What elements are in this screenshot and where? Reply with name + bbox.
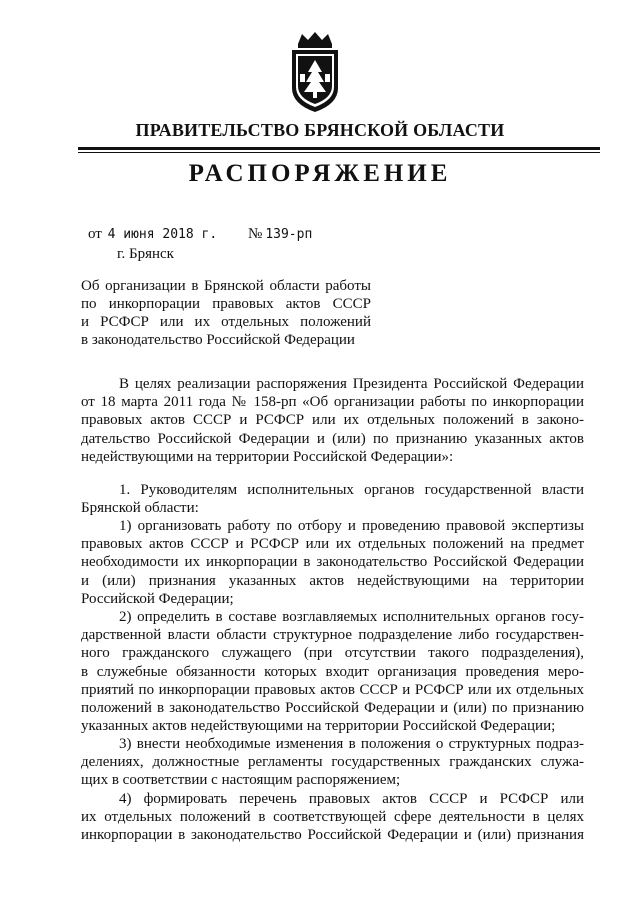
text-line: 4) формировать перечень правовых актов СССР и РСФСР или — [119, 791, 584, 807]
subject-line: и РСФСР или их отдельных положений — [81, 314, 371, 330]
text-line: их отдельных положений в соответствующей сфере деятельности в целях — [81, 809, 584, 826]
coat-of-arms-icon — [284, 30, 346, 114]
subitem-2-paragraph — [81, 608, 584, 735]
text-line: в служебные обязанности которых входит организация проведения меро- — [81, 663, 584, 680]
text-line: необходимости их инкорпорации в законодательство Российской Федерации — [81, 554, 584, 571]
number-label: № — [248, 226, 263, 242]
text-line: Российской Федерации; — [81, 590, 234, 607]
text-line: правовых актов СССР и РСФСР или их отдельных положений на предмет — [81, 536, 584, 553]
text-line: приятий по инкорпорации правовых актов СССР и РСФСР или их отдельных — [81, 681, 584, 698]
text-line: В целях реализации распоряжения Президента Российской Федерации — [119, 376, 584, 392]
preamble-paragraph — [81, 375, 584, 466]
city: г. Брянск — [117, 246, 174, 262]
item-1-paragraph — [81, 481, 584, 517]
date-line — [88, 226, 217, 243]
subitem-1-paragraph — [81, 517, 584, 608]
text-line: правовых актов СССР и РСФСР или их отдельных положений в законо- — [81, 412, 584, 429]
text-line: 2) определить в составе возглавляемых исполнительных органов госу- — [119, 609, 584, 625]
text-line: 3) внести необходимые изменения в положения о структурных подраз- — [119, 736, 584, 752]
header-rule-thin — [78, 152, 600, 153]
text-line: Брянской области: — [81, 500, 199, 517]
text-line: дарственной власти области структурное подразделение либо государствен- — [81, 627, 584, 644]
text-line: от 18 марта 2011 года № 158-рп «Об организации работы по инкорпорации — [81, 394, 584, 411]
text-line: щих в соответствии с настоящим распоряжением; — [81, 772, 401, 789]
header-rule-thick — [78, 147, 600, 150]
document-subject — [81, 277, 371, 349]
text-line: положений в законодательство Российской Федерации и (или) по признанию — [81, 700, 584, 717]
document-number: 139-рп — [265, 227, 313, 242]
date-prefix: от — [88, 226, 102, 242]
text-line: 1) организовать работу по отбору и проведению правовой экспертизы — [119, 518, 584, 534]
text-line: инкорпорации в законодательство Российской Федерации и (или) признания — [81, 827, 584, 844]
subitem-4-paragraph — [81, 790, 584, 845]
document-type-title: РАСПОРЯЖЕНИЕ — [188, 160, 452, 187]
text-line: ного гражданского служащего (при отсутствии такого подразделения), — [81, 645, 584, 662]
document-date: 4 июня 2018 г. — [107, 227, 218, 242]
organization-title: ПРАВИТЕЛЬСТВО БРЯНСКОЙ ОБЛАСТИ — [135, 120, 505, 140]
text-line: и (или) признания указанных актов недействующими на территории — [81, 572, 584, 589]
text-line: указанных актов недействующими на территории Российской Федерации; — [81, 718, 556, 735]
text-line: 1. Руководителям исполнительных органов государственной власти — [119, 482, 584, 498]
subject-line: по инкорпорации правовых актов СССР — [81, 296, 371, 312]
text-line: недействующими на территории Российской Федерации»: — [81, 448, 454, 465]
subject-line: в законодательство Российской Федерации — [81, 332, 355, 348]
subitem-3-paragraph — [81, 735, 584, 790]
text-line: делениях, должностные регламенты государственных гражданских служа- — [81, 754, 584, 771]
subject-line: Об организации в Брянской области работы — [81, 278, 371, 294]
number-line — [248, 226, 312, 243]
text-line: дательство Российской Федерации и (или) по признанию указанных актов — [81, 430, 584, 447]
